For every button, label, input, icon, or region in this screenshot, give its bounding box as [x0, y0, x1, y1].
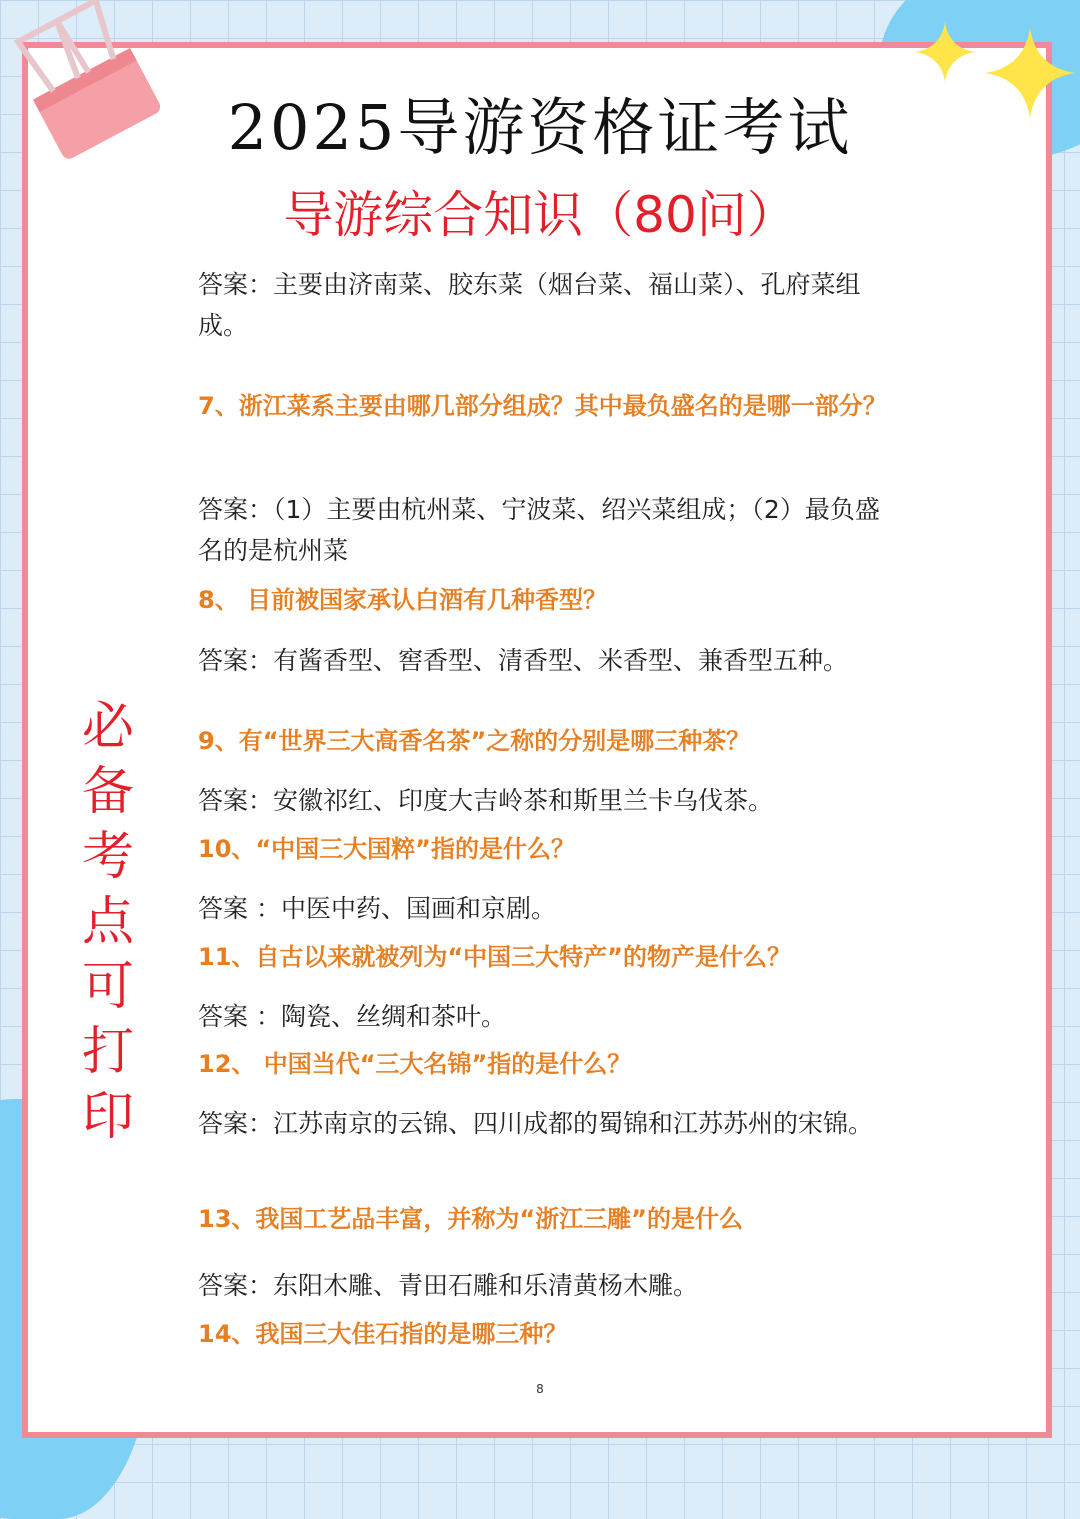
- side-banner-char: 点: [81, 892, 134, 952]
- answer-text: 答案 ：中医中药、国画和京剧。: [198, 894, 556, 923]
- side-banner-char: 考: [81, 827, 134, 887]
- sparkle-star-icon: [915, 22, 975, 82]
- answer-text: 答案 ：陶瓷、丝绸和茶叶。: [198, 1002, 506, 1031]
- side-banner-char: 可: [81, 957, 134, 1017]
- side-banner: [78, 695, 138, 1150]
- question-text: 10、“中国三大国粹”指的是什么？: [198, 835, 575, 863]
- question-text: 9、有“世界三大高香名茶”之称的分别是哪三种茶？: [198, 727, 751, 755]
- question-text: 12、 中国当代“三大名锦”指的是什么？: [198, 1050, 632, 1078]
- side-banner-char: 备: [81, 762, 134, 822]
- page-number: 8: [536, 1382, 544, 1396]
- question-text: 14、我国三大佳石指的是哪三种？: [198, 1320, 568, 1348]
- side-banner-char: 打: [81, 1022, 134, 1082]
- question-text: 11、自古以来就被列为“中国三大特产”的物产是什么？: [198, 943, 791, 971]
- answer-text: 答案：东阳木雕、青田石雕和乐清黄杨木雕。: [198, 1271, 699, 1300]
- answer-text: 答案：安徽祁红、印度大吉岭茶和斯里兰卡乌伐茶。: [198, 786, 774, 815]
- side-banner-char: 必: [81, 697, 134, 757]
- answer-text: 答案：江苏南京的云锦、四川成都的蜀锦和江苏苏州的宋锦。: [198, 1109, 874, 1138]
- page-title: 2025导游资格证考试: [227, 91, 853, 164]
- question-text: 13、我国工艺品丰富，并称为“浙江三雕”的是什么: [198, 1205, 743, 1233]
- page-subtitle: 导游综合知识（80问）: [283, 186, 797, 244]
- question-text: 8、 目前被国家承认白酒有几种香型？: [198, 586, 608, 614]
- question-text: 7、浙江菜系主要由哪几部分组成？其中最负盛名的是哪一部分？: [198, 392, 887, 420]
- answer-text: 答案：（1）主要由杭州菜、宁波菜、绍兴菜组成；（2）最负盛名的是杭州菜: [198, 495, 880, 565]
- side-banner-char: 印: [81, 1087, 134, 1147]
- answer-text: 答案：主要由济南菜、胶东菜（烟台菜、福山菜）、孔府菜组成。: [198, 270, 861, 340]
- answer-text: 答案：有酱香型、窖香型、清香型、米香型、兼香型五种。: [198, 646, 849, 675]
